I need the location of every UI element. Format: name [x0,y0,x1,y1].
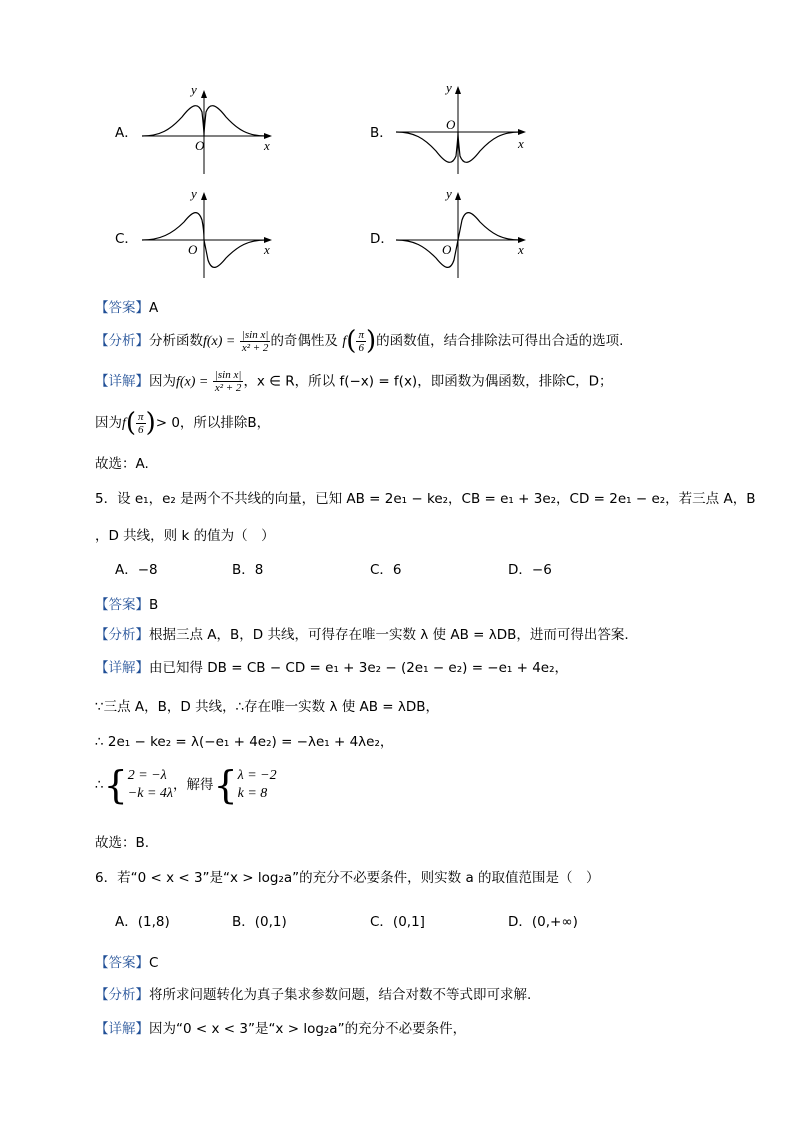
y-axis-label: y [191,82,197,97]
detail-text: ，x ∈ R，所以 f(−x) = f(x)，即函数为偶函数，排除C，D； [243,373,613,390]
q5-detail-3: ∴ 2e₁ − ke₂ = λ(−e₁ + 4e₂) = −λe₁ + 4λe₂， [95,734,394,750]
q6-option-c: C．(0,1] [370,914,425,930]
fraction: $\frac{\text{|sin x|}}{\text{x² + 2}}$ [241,328,269,354]
q5-option-d: D．−6 [508,562,552,578]
q5-system: ∴{ 2 = −λ −k = 4λ ，解得{ λ = −2 k = 8 [95,763,277,807]
q5-stem-cont: ，D 共线，则 k 的值为（ ） [95,528,275,544]
x-axis-label: x [518,242,524,257]
analysis-text: 将所求问题转化为真子集求参数问题，结合对数不等式即可求解. [149,987,532,1003]
graph-a [140,82,280,177]
detail-text: > 0，所以排除B， [155,415,271,431]
detail-tag: 【详解】 [95,373,149,390]
q5-option-b: B．8 [232,562,264,578]
q5-detail-2: ∵三点 A，B，D 共线，∴存在唯一实数 λ 使 AB = λDB， [95,699,440,715]
answer-tag: 【答案】 [95,300,149,316]
q5-stem: 5．设 e₁，e₂ 是两个不共线的向量，已知 AB = 2e₁ − ke₂，CB = e₁ + 3e₂，CD = 2e₁ − e₂，若三点 A，B [95,491,756,507]
y-axis-label: y [446,186,452,201]
option-label: C． [115,231,138,247]
function-expr: f(x) = [176,374,209,390]
q6-option-b: B．(0,1) [232,914,287,930]
graph-d [394,186,534,281]
q4-answer [95,296,158,316]
x-axis-label: x [518,136,524,151]
q4-detail [95,369,613,394]
therefore-symbol: ∴ [95,777,104,793]
analysis-text: 的奇偶性及 [270,333,338,349]
origin-label: O [442,242,452,257]
graph-b [394,82,534,177]
solution-system: λ = −2 k = 8 [237,768,277,801]
analysis-text: 分析函数 [149,333,203,349]
answer-tag: 【答案】 [95,955,149,971]
equation-system: 2 = −λ −k = 4λ [127,768,173,801]
option-label: A． [115,125,138,141]
analysis-text: 根据三点 A，B，D 共线，可得存在唯一实数 λ 使 AB = λDB，进而可得出答案. [149,627,629,643]
q4-analysis: 【分析】分析函数f(x) = $\frac{\text{|sin x|}}{\text{x² + 2}}$ 的奇偶性及 f( $\frac{\pi}{6}$ )的函数值，结合排除法可得出合适的选项. [95,326,624,356]
solve-text: ，解得 [172,777,214,793]
analysis-tag: 【分析】 [95,333,149,349]
y-axis-label: y [191,186,197,201]
q5-analysis [95,623,629,643]
origin-label: O [195,138,205,153]
analysis-tag: 【分析】 [95,627,149,643]
q6-detail [95,1017,466,1037]
q5-option-a: A．−8 [115,562,158,578]
fraction: $\frac{\text{|sin x|}}{\text{x² + 2}}$ [214,369,242,394]
q4-conclusion: 故选：A. [95,456,149,472]
x-axis-label: x [264,242,270,257]
answer-value: C [149,955,159,971]
origin-label: O [446,117,456,132]
x-axis-label: x [264,138,270,153]
detail-tag: 【详解】 [95,660,149,676]
analysis-tag: 【分析】 [95,987,149,1003]
answer-value: B [149,597,159,613]
graph-c [140,186,280,281]
detail-text: 由已知得 DB = CB − CD = e₁ + 3e₂ − (2e₁ − e₂) = −e₁ + 4e₂， [149,660,569,676]
detail-text: 因为 [95,415,122,431]
fraction: $\frac{\pi}{6}$ [358,328,364,354]
q6-option-a: A．(1,8) [115,914,170,930]
q5-detail [95,656,568,676]
detail-tag: 【详解】 [95,1021,149,1037]
q6-stem: 6．若“0 < x < 3”是“x > log₂a”的充分不必要条件，则实数 a 的取值范围是（ ） [95,870,600,886]
q5-option-c: C．6 [370,562,402,578]
answer-tag: 【答案】 [95,597,149,613]
detail-text: 因为“0 < x < 3”是“x > log₂a”的充分不必要条件， [149,1021,467,1037]
q5-answer [95,593,158,613]
function-name: f [122,416,126,431]
function-name: f [342,334,347,349]
option-label: B． [370,125,393,141]
origin-label: O [188,242,198,257]
option-label: D． [370,231,394,247]
q5-conclusion: 故选：B. [95,835,150,851]
y-axis-label: y [446,82,452,95]
detail-text: 因为 [149,373,176,390]
analysis-text: 的函数值，结合排除法可得出合适的选项. [376,333,624,349]
function-expr: f(x) = [203,334,236,349]
fraction: $\frac{\pi}{6}$ [138,410,144,436]
q6-answer [95,951,158,971]
answer-value: A [149,300,159,316]
q6-analysis [95,983,531,1003]
q4-detail-2: 因为f( $\frac{\pi}{6}$ )> 0，所以排除B， [95,408,271,438]
q6-option-d: D．(0,+∞) [508,914,578,930]
